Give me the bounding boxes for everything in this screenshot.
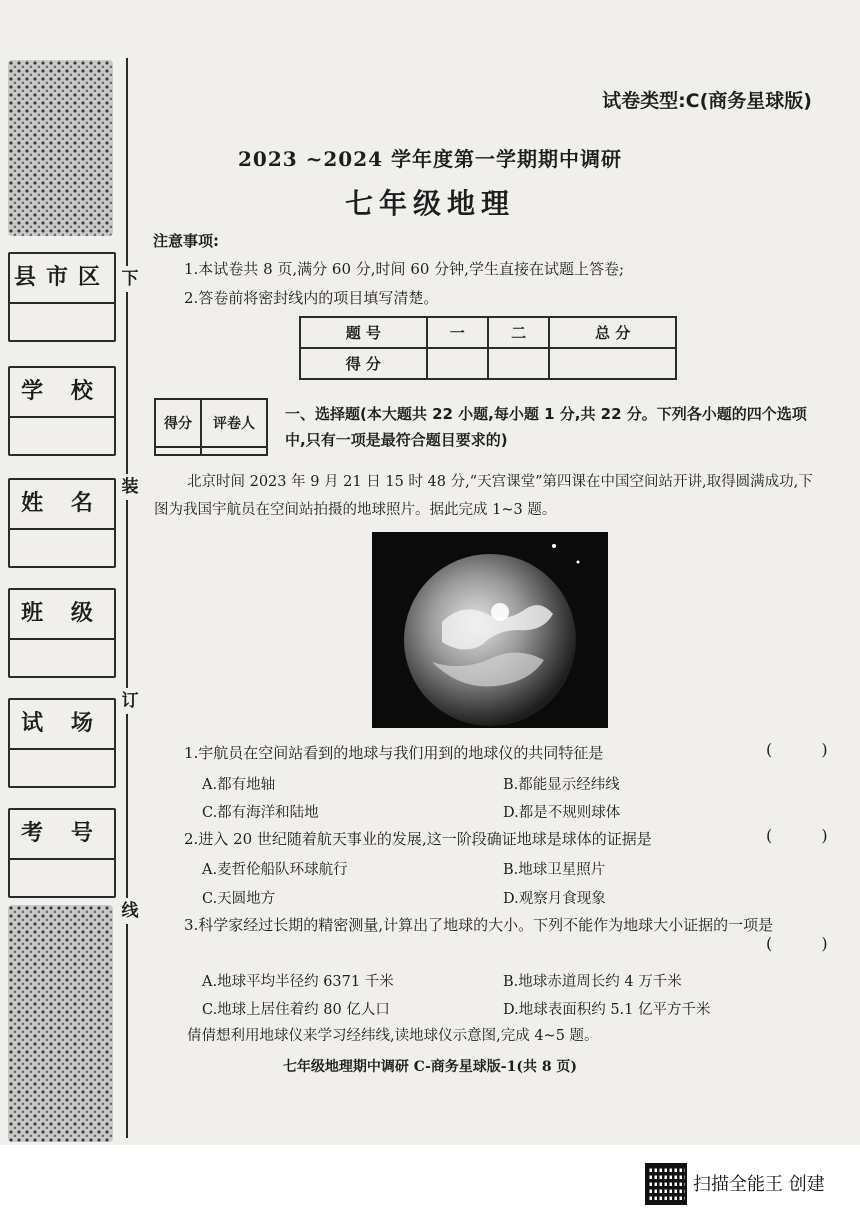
field-label: 班 级 — [21, 601, 103, 626]
question-intro-4-5: 倩倩想利用地球仪来学习经纬线,读地球仪示意图,完成 4~5 题。 — [187, 1028, 599, 1044]
option: D.地球表面积约 5.1 亿平方千米 — [503, 1002, 711, 1018]
answer-blank[interactable]: ( ) — [766, 934, 850, 953]
score-header: 题 号 — [300, 317, 427, 348]
seal-char-zhuang: 装 — [120, 474, 140, 500]
qr-code-icon — [645, 1163, 687, 1205]
page-footer: 七年级地理期中调研 C-商务星球版-1(共 8 页) — [282, 1059, 578, 1075]
seal-char-xia: 下 — [120, 266, 140, 292]
option: A.地球平均半径约 6371 千米 — [202, 974, 394, 990]
option: A.都有地轴 — [202, 777, 276, 793]
seal-pattern-bottom — [8, 905, 113, 1142]
question-intro: 北京时间 2023 年 9 月 21 日 15 时 48 分,“天宫课堂”第四课在中国空间站开讲,取得圆满成功,下图为我国宇航员在空间站拍摄的地球照片。据此完成 1~3 题。 — [154, 474, 813, 518]
question-3: 3.科学家经过长期的精密测量,计算出了地球的大小。下列不能作为地球大小证据的一项是 — [184, 916, 774, 934]
grader-cell[interactable] — [155, 447, 201, 455]
score-row-label: 得 分 — [300, 348, 427, 379]
exam-type: 试卷类型:C(商务星球版) — [602, 90, 812, 112]
field-label: 姓 名 — [21, 491, 103, 516]
option: C.天圆地方 — [202, 891, 276, 907]
field-school[interactable] — [8, 366, 116, 456]
field-exam-room[interactable] — [8, 698, 116, 788]
note-item: 1.本试卷共 8 页,满分 60 分,时间 60 分钟,学生直接在试题上答卷; — [184, 260, 624, 278]
score-table — [299, 316, 677, 380]
note-item: 2.答卷前将密封线内的项目填写清楚。 — [184, 289, 439, 307]
scanner-watermark: 扫描全能王 创建 — [693, 1174, 825, 1195]
subject-title: 七年级地理 — [344, 187, 515, 220]
answer-blank[interactable]: ( ) — [766, 826, 850, 845]
field-exam-number[interactable] — [8, 808, 116, 898]
score-cell[interactable] — [549, 348, 676, 379]
field-blank[interactable] — [10, 416, 114, 454]
grader-cell[interactable] — [201, 447, 267, 455]
field-name[interactable] — [8, 478, 116, 568]
field-blank[interactable] — [10, 528, 114, 566]
question-2: 2.进入 20 世纪随着航天事业的发展,这一阶段确证地球是球体的证据是 — [184, 830, 652, 848]
field-label: 县市区 — [13, 265, 110, 290]
question-1: 1.宇航员在空间站看到的地球与我们用到的地球仪的共同特征是 — [184, 744, 604, 762]
field-blank[interactable] — [10, 858, 114, 896]
earth-photo — [372, 532, 608, 728]
field-blank[interactable] — [10, 302, 114, 340]
earth-photo-image — [372, 532, 608, 728]
grader-header: 得分 — [155, 399, 201, 447]
grader-table — [154, 398, 268, 456]
seal-char-ding: 订 — [120, 688, 140, 714]
grader-header: 评卷人 — [201, 399, 267, 447]
score-header: 二 — [488, 317, 549, 348]
field-blank[interactable] — [10, 748, 114, 786]
notes-title: 注意事项: — [153, 232, 219, 250]
field-label: 学 校 — [21, 379, 103, 404]
field-label: 考 号 — [21, 821, 103, 846]
option: C.地球上居住着约 80 亿人口 — [202, 1002, 390, 1018]
option: D.观察月食现象 — [503, 891, 606, 907]
seal-char-xian: 线 — [120, 898, 140, 924]
score-cell[interactable] — [427, 348, 488, 379]
option: A.麦哲伦船队环球航行 — [202, 862, 348, 878]
option: C.都有海洋和陆地 — [202, 805, 319, 821]
option: B.地球赤道周长约 4 万千米 — [503, 974, 682, 990]
score-header: 一 — [427, 317, 488, 348]
field-blank[interactable] — [10, 638, 114, 676]
option: B.地球卫星照片 — [503, 862, 606, 878]
score-header: 总 分 — [549, 317, 676, 348]
option: B.都能显示经纬线 — [503, 777, 620, 793]
answer-blank[interactable]: ( ) — [766, 740, 850, 759]
exam-title: 2023 ~2024 学年度第一学期期中调研 — [237, 147, 622, 171]
field-county[interactable] — [8, 252, 116, 342]
section-heading: 一、选择题(本大题共 22 小题,每小题 1 分,共 22 分。下列各小题的四个选项中,只有一项是最符合题目要求的) — [285, 405, 807, 449]
option: D.都是不规则球体 — [503, 805, 621, 821]
field-label: 试 场 — [21, 711, 103, 736]
score-cell[interactable] — [488, 348, 549, 379]
field-class[interactable] — [8, 588, 116, 678]
